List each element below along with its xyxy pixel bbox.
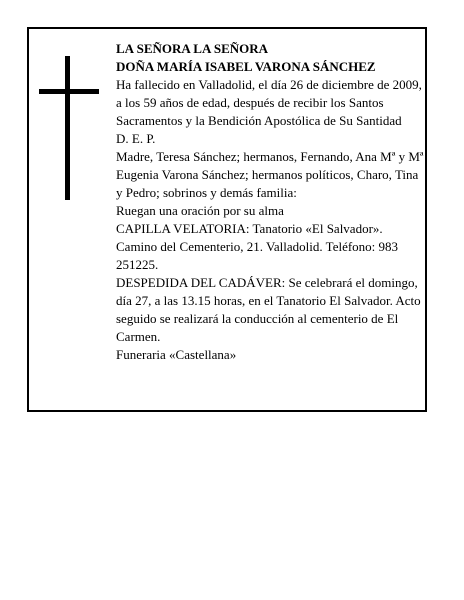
farewell-information: DESPEDIDA DEL CADÁVER: Se celebrará el domingo, día 27, a las 13.15 horas, en el Tanatorio El Salvador. Acto seguido se realizará la conducción al cementerio de El Carmen. (116, 275, 421, 344)
header-line: LA SEÑORA LA SEÑORA (116, 41, 269, 56)
prayer-request: Ruegan una oración por su alma (116, 203, 284, 218)
deceased-name: DOÑA MARÍA ISABEL VARONA SÁNCHEZ (116, 59, 376, 74)
family-list: Madre, Teresa Sánchez; hermanos, Fernando, Ana Mª y Mª Eugenia Varona Sánchez; hermanos políticos, Charo, Tina y Pedro; sobrinos y demás familia: (116, 149, 424, 200)
obituary-text (116, 40, 426, 364)
vigil-information: CAPILLA VELATORIA: Tanatorio «El Salvador». Camino del Cementerio, 21. Valladolid. Teléfono: 983 251225. (116, 221, 399, 272)
funeral-home: Funeraria «Castellana» (116, 347, 237, 362)
dep-line: D. E. P. (116, 131, 156, 146)
cross-vertical-bar (65, 56, 70, 200)
latin-cross-icon (39, 56, 99, 200)
death-announcement: Ha fallecido en Valladolid, el día 26 de diciembre de 2009, a los 59 años de edad, después de recibir los Santos Sacramentos y la Bendición Apostólica de Su Santidad (116, 77, 422, 128)
cross-horizontal-bar (39, 89, 99, 94)
obituary-notice-frame (27, 27, 427, 412)
